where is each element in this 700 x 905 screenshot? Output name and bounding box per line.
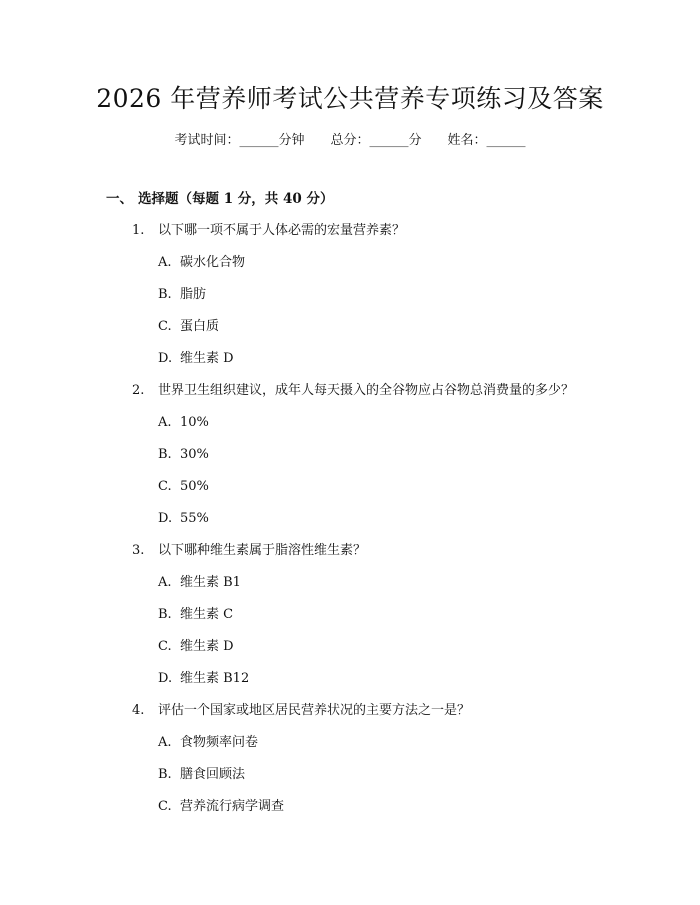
question-text: 以下哪一项不属于人体必需的宏量营养素？ xyxy=(158,223,406,238)
question-number: 1. xyxy=(132,223,145,238)
option xyxy=(0,765,700,797)
question-list xyxy=(0,221,700,829)
page-title: 2026 年营养师考试公共营养专项练习及答案 xyxy=(96,84,604,113)
option-text: 10% xyxy=(180,415,209,430)
option-letter: A. xyxy=(158,255,172,270)
option-text: 维生素 B12 xyxy=(180,671,250,686)
option xyxy=(0,733,700,765)
option-text: 维生素 B1 xyxy=(180,575,241,590)
option-letter: B. xyxy=(158,607,172,622)
option xyxy=(0,349,700,381)
option-text: 维生素 D xyxy=(180,351,234,366)
option-text: 营养流行病学调查 xyxy=(180,799,285,814)
option-text: 维生素 D xyxy=(180,639,234,654)
option xyxy=(0,797,700,829)
option xyxy=(0,253,700,285)
section-heading xyxy=(106,189,333,209)
option-letter: C. xyxy=(158,479,172,494)
option-text: 50% xyxy=(180,479,209,494)
question-number: 4. xyxy=(132,703,145,718)
option-letter: D. xyxy=(158,671,173,686)
option-letter: B. xyxy=(158,287,172,302)
option xyxy=(0,573,700,605)
question-text: 以下哪种维生素属于脂溶性维生素？ xyxy=(158,543,367,558)
option-text: 膳食回顾法 xyxy=(180,767,246,782)
option-text: 脂肪 xyxy=(180,287,207,302)
option xyxy=(0,605,700,637)
option xyxy=(0,637,700,669)
option-letter: C. xyxy=(158,799,172,814)
option-letter: D. xyxy=(158,511,173,526)
option xyxy=(0,477,700,509)
question xyxy=(0,381,700,413)
section-number: 一、 xyxy=(106,191,133,207)
section-title: 选择题（每题 1 分，共 40 分） xyxy=(138,191,334,207)
option-text: 食物频率问卷 xyxy=(180,735,259,750)
option xyxy=(0,285,700,317)
option xyxy=(0,445,700,477)
question xyxy=(0,701,700,733)
option-text: 维生素 C xyxy=(180,607,234,622)
question-text: 世界卫生组织建议，成年人每天摄入的全谷物应占谷物总消费量的多少？ xyxy=(158,383,575,398)
question-number: 3. xyxy=(132,543,145,558)
option-letter: A. xyxy=(158,575,172,590)
option xyxy=(0,413,700,445)
option-text: 30% xyxy=(180,447,209,462)
option xyxy=(0,509,700,541)
option-letter: A. xyxy=(158,415,172,430)
exam-time-field: 考试时间：______分钟 xyxy=(174,133,305,148)
option xyxy=(0,669,700,701)
question xyxy=(0,541,700,573)
option-letter: D. xyxy=(158,351,173,366)
exam-meta xyxy=(0,131,700,151)
option-letter: C. xyxy=(158,319,172,334)
option-text: 蛋白质 xyxy=(180,319,220,334)
option-letter: A. xyxy=(158,735,172,750)
option xyxy=(0,317,700,349)
option-letter: C. xyxy=(158,639,172,654)
option-letter: B. xyxy=(158,447,172,462)
total-score-field: 总分：______分 xyxy=(330,133,422,148)
question-number: 2. xyxy=(132,383,145,398)
option-text: 55% xyxy=(180,511,209,526)
option-text: 碳水化合物 xyxy=(180,255,246,270)
question xyxy=(0,221,700,253)
question-text: 评估一个国家或地区居民营养状况的主要方法之一是？ xyxy=(158,703,471,718)
name-field: 姓名：______ xyxy=(447,133,526,148)
option-letter: B. xyxy=(158,767,172,782)
